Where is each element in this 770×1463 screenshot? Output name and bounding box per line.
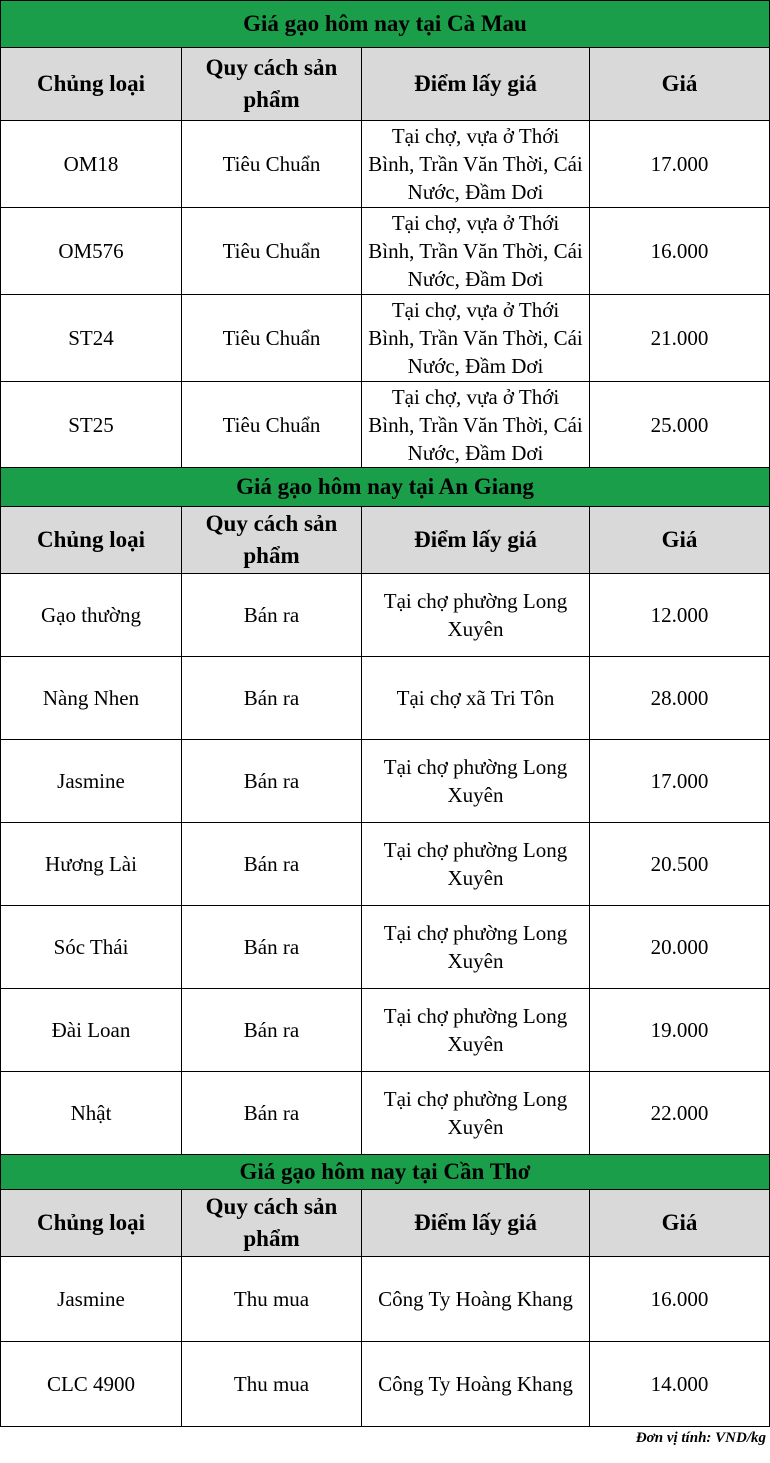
cell-place: Công Ty Hoàng Khang	[362, 1257, 590, 1342]
cell-type: Gạo thường	[1, 574, 182, 657]
cell-spec: Bán ra	[182, 1072, 362, 1155]
header-price: Giá	[590, 48, 770, 121]
table-row	[1, 1342, 770, 1427]
cell-place: Tại chợ phường Long Xuyên	[362, 740, 590, 823]
cell-type: OM576	[1, 208, 182, 295]
cell-place: Tại chợ phường Long Xuyên	[362, 1072, 590, 1155]
section-title-an-giang: Giá gạo hôm nay tại An Giang	[1, 468, 770, 507]
cell-place: Tại chợ phường Long Xuyên	[362, 823, 590, 906]
header-spec: Quy cách sản phẩm	[182, 507, 362, 574]
header-type: Chủng loại	[1, 1190, 182, 1257]
cell-price: 19.000	[590, 989, 770, 1072]
table-row	[1, 1257, 770, 1342]
table-row	[1, 823, 770, 906]
header-price: Giá	[590, 507, 770, 574]
cell-spec: Bán ra	[182, 740, 362, 823]
cell-price: 28.000	[590, 657, 770, 740]
cell-price: 16.000	[590, 208, 770, 295]
table-row	[1, 740, 770, 823]
header-price: Giá	[590, 1190, 770, 1257]
header-type: Chủng loại	[1, 48, 182, 121]
cell-price: 17.000	[590, 740, 770, 823]
cell-spec: Bán ra	[182, 823, 362, 906]
cell-type: Nàng Nhen	[1, 657, 182, 740]
cell-spec: Thu mua	[182, 1257, 362, 1342]
cell-spec: Tiêu Chuẩn	[182, 382, 362, 469]
cell-place: Tại chợ, vựa ở Thới Bình, Trần Văn Thời, Cái Nước, Đầm Dơi	[362, 208, 590, 295]
cell-type: ST25	[1, 382, 182, 469]
cell-place: Tại chợ, vựa ở Thới Bình, Trần Văn Thời, Cái Nước, Đầm Dơi	[362, 121, 590, 208]
cell-type: Nhật	[1, 1072, 182, 1155]
cell-price: 12.000	[590, 574, 770, 657]
cell-place: Công Ty Hoàng Khang	[362, 1342, 590, 1427]
can-tho-price-table	[0, 1154, 770, 1427]
unit-note: Đơn vị tính: VND/kg	[635, 1430, 766, 1446]
table-row	[1, 906, 770, 989]
cell-spec: Tiêu Chuẩn	[182, 208, 362, 295]
cell-price: 25.000	[590, 382, 770, 469]
cell-type: Sóc Thái	[1, 906, 182, 989]
header-place: Điểm lấy giá	[362, 1190, 590, 1257]
cell-place: Tại chợ, vựa ở Thới Bình, Trần Văn Thời, Cái Nước, Đầm Dơi	[362, 382, 590, 469]
cell-spec: Tiêu Chuẩn	[182, 121, 362, 208]
table-row	[1, 989, 770, 1072]
cell-place: Tại chợ xã Tri Tôn	[362, 657, 590, 740]
cell-place: Tại chợ phường Long Xuyên	[362, 574, 590, 657]
cell-spec: Thu mua	[182, 1342, 362, 1427]
table-row	[1, 295, 770, 382]
cell-place: Tại chợ phường Long Xuyên	[362, 906, 590, 989]
header-spec: Quy cách sản phẩm	[182, 48, 362, 121]
table-row	[1, 121, 770, 208]
cell-type: Jasmine	[1, 740, 182, 823]
cell-type: Jasmine	[1, 1257, 182, 1342]
table-row	[1, 382, 770, 469]
cell-type: ST24	[1, 295, 182, 382]
header-spec: Quy cách sản phẩm	[182, 1190, 362, 1257]
cell-price: 14.000	[590, 1342, 770, 1427]
an-giang-price-table	[0, 467, 770, 1155]
cell-type: OM18	[1, 121, 182, 208]
cell-spec: Tiêu Chuẩn	[182, 295, 362, 382]
cell-spec: Bán ra	[182, 906, 362, 989]
cell-type: Hương Lài	[1, 823, 182, 906]
table-row	[1, 657, 770, 740]
cell-price: 17.000	[590, 121, 770, 208]
ca-mau-price-table	[0, 0, 770, 469]
cell-price: 20.000	[590, 906, 770, 989]
cell-price: 21.000	[590, 295, 770, 382]
cell-price: 20.500	[590, 823, 770, 906]
header-place: Điểm lấy giá	[362, 48, 590, 121]
table-row	[1, 574, 770, 657]
cell-type: Đài Loan	[1, 989, 182, 1072]
cell-price: 22.000	[590, 1072, 770, 1155]
cell-spec: Bán ra	[182, 574, 362, 657]
table-row	[1, 208, 770, 295]
table-row	[1, 1072, 770, 1155]
section-title-can-tho: Giá gạo hôm nay tại Cần Thơ	[1, 1155, 770, 1190]
cell-place: Tại chợ, vựa ở Thới Bình, Trần Văn Thời, Cái Nước, Đầm Dơi	[362, 295, 590, 382]
section-title-ca-mau: Giá gạo hôm nay tại Cà Mau	[1, 1, 770, 48]
header-type: Chủng loại	[1, 507, 182, 574]
cell-spec: Bán ra	[182, 657, 362, 740]
cell-place: Tại chợ phường Long Xuyên	[362, 989, 590, 1072]
cell-spec: Bán ra	[182, 989, 362, 1072]
cell-price: 16.000	[590, 1257, 770, 1342]
header-place: Điểm lấy giá	[362, 507, 590, 574]
cell-type: CLC 4900	[1, 1342, 182, 1427]
